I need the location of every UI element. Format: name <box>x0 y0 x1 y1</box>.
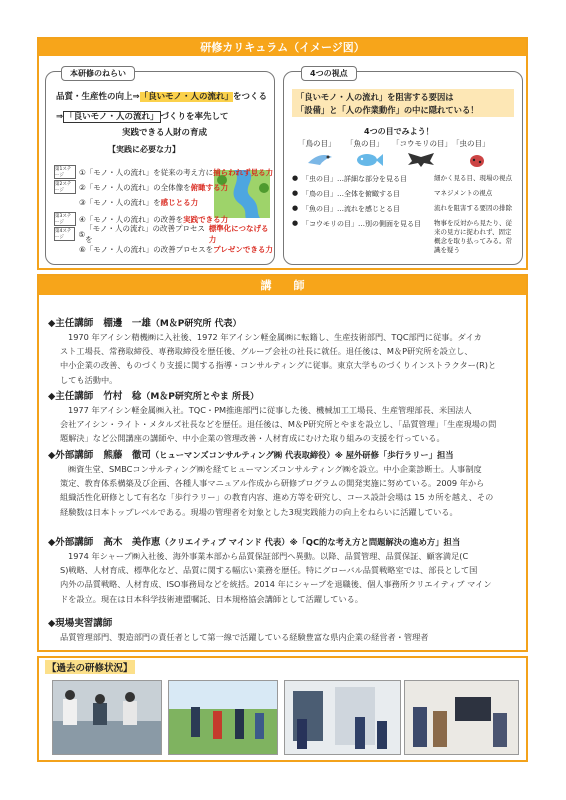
step-number: ③ <box>79 197 86 207</box>
bio-line: ドを設立。現在は日本科学技術連盟嘱託、日本規格協会講師として活躍している。 <box>60 593 363 604</box>
step-number: ⑤ <box>78 229 86 239</box>
lecturer-bio <box>60 330 518 387</box>
lecturer-bio <box>60 549 518 606</box>
skills-heading: 【実践に必要な力】 <box>108 145 180 154</box>
bullet-icon: ● <box>292 219 299 227</box>
lecturer-affiliation: （クリエイティブ マインド 代表）※「QC的な考え方と問題解決の進め方」担当 <box>160 537 461 547</box>
lecturer-role: ◆外部講師 <box>48 450 94 461</box>
lecturer-role: ◆主任講師 <box>48 318 94 329</box>
bio-line: 1970 年アイシン精機㈱に入社後、1972 年アイシン軽金属㈱に転籍し、生産技術部門、TQC部門に従事。ダイカ <box>68 332 482 342</box>
lecturer-name: 高木 美作恵 <box>103 537 161 548</box>
aim-line-3: 実践できる人財の育成 <box>122 128 208 138</box>
lecturer-role: ◆外部講師 <box>48 537 94 548</box>
lecturer-role: ◆現場実習講師 <box>48 618 113 629</box>
step-highlight: 実践できる力 <box>183 214 229 224</box>
step-text: 「モノ・人の流れ」を従来の考え方に <box>85 167 214 177</box>
step-highlight: プレゼンできる力 <box>213 244 273 254</box>
past-title: 【過去の研修状況】 <box>45 660 135 674</box>
lecturers-title: 講 師 <box>39 276 526 295</box>
aim-line-1: 品質・生産性の向上⇒「良いモノ・人の流れ」をつくる <box>56 92 268 102</box>
eye-label-bug: 「虫の目」 <box>452 139 490 148</box>
bio-line: 内外の品質戦略、人材育成、ISO事務局などを統括。2014 年にシャープを退職後、個人事務所クリエイティブ マイン <box>60 579 492 590</box>
viewpoints-tab: 4つの視点 <box>301 66 357 81</box>
aim-box <box>45 71 275 265</box>
bird-icon <box>306 151 334 169</box>
bullet-icon: ● <box>292 189 299 197</box>
step-number: ② <box>79 182 86 192</box>
step-text: 「モノ・人の流れ」の全体像を <box>85 182 191 192</box>
past-photo-2 <box>168 680 278 755</box>
skill-step <box>54 195 198 209</box>
viewpoint-line-2: 「設備」と「人の作業動作」の中に隠れている！ <box>296 105 479 115</box>
bio-line: 会社アイシン・ライト・メタルズ社長などを歴任。退任後は、M＆P研究所とやまを設立し、「品質管理」「生産現場の問 <box>60 419 497 430</box>
lecturer-bio <box>60 462 518 519</box>
skill-step <box>54 224 274 244</box>
bat-icon <box>406 151 436 169</box>
bio-line: 策定、教育体系構築及び企画、各種人事マニュアル作成から研修プログラムの開発実施に努めている。2009 年から <box>60 478 485 489</box>
bio-line: スト工場長、常務取締役、専務取締役を歴任後、グループ会社の社長に就任。退任後は、M＆P研究所を設立し、 <box>60 346 473 357</box>
bio-line: 組織活性化研修として有名な「歩行ラリー」の教育内容、進め方等を研究し、コース設計会場は 15 カ所を越え、その <box>60 492 494 503</box>
eye-definition: 「魚の目」…流れを感じとる目 <box>302 205 400 213</box>
lecturer-heading <box>48 447 454 461</box>
aim-line-2: ⇒ 「良いモノ・人の流れ」 づくりを率先して <box>56 112 229 122</box>
skill-step <box>54 242 273 256</box>
step-highlight: 感じとる力 <box>160 197 199 207</box>
eye-definition: 「虫の目」…詳細な部分を見る目 <box>302 175 407 183</box>
past-photo-3 <box>284 680 401 755</box>
lecturer-affiliation: （M＆P研究所 代表） <box>150 319 242 329</box>
step-text: 「モノ・人の流れ」の改善プロセスを <box>85 244 214 254</box>
eye-perspective: マネジメントの視点 <box>434 189 493 197</box>
eye-label-bat: 「コウモリの目」 <box>392 139 452 148</box>
curriculum-title: 研修カリキュラム（イメージ図） <box>39 39 526 56</box>
step-text: 「モノ・人の流れ」の改善プロセスを <box>85 224 206 244</box>
bio-line: 題解決」など公開講座の講師や、中小企業の管理改善・人材育成にむけた取り組みの支援を行っている。 <box>60 433 445 444</box>
bio-line: 1977 年アイシン軽金属㈱入社。TQC・PM推進部門に従事した後、機械加工工場長、生産管理部長、米国法人 <box>68 405 472 415</box>
bio-line: 中小企業の改善、ものづくり支援に関する指導・コンサルティングに従事。東京大学ものづくりインストラクター(R)と <box>60 360 497 371</box>
eye-perspective: 流れを阻害する要因の排除 <box>434 204 512 212</box>
lecturer-bio <box>60 403 518 446</box>
skill-step <box>54 180 228 194</box>
lecturer-name: 熊藤 徹司 <box>103 450 151 461</box>
eye-label-fish: 「魚の目」 <box>346 139 384 148</box>
stage-tag: 第2ステージ <box>54 180 76 194</box>
lecturer-heading <box>48 615 112 629</box>
stage-tag: 第3ステージ <box>54 212 76 226</box>
bullet-icon: ● <box>292 204 299 212</box>
lecturer-role: ◆主任講師 <box>48 391 94 402</box>
eye-definition: 「鳥の目」…全体を俯瞰する目 <box>302 190 400 198</box>
lecturer-heading <box>48 388 259 402</box>
lecturer-heading <box>48 534 460 548</box>
stage-tag: 第1ステージ <box>54 165 76 179</box>
eye-label-bird: 「鳥の目」 <box>298 139 336 148</box>
viewpoints-box <box>283 71 523 265</box>
past-photo-1 <box>52 680 162 755</box>
step-number: ④ <box>79 214 86 224</box>
stage-tag: 第4ステージ <box>54 227 75 241</box>
viewpoint-line-1: 「良いモノ・人の流れ」を阻害する要因は <box>296 92 454 102</box>
bio-line: 経験数は日本トップレベルである。現場の管理者を対象とした3現実践能力の向上をねらいに活躍している。 <box>60 506 458 517</box>
step-text: 「モノ・人の流れ」の改善を <box>85 214 184 224</box>
bio-line: ㈱資生堂、SMBCコンサルティング㈱を経てヒューマンズコンサルティング㈱を設立。中小企業診断士。人事制度 <box>68 464 482 474</box>
lecturer-bio <box>60 630 518 644</box>
eye-perspective: 物事を反対から見たり、従来の見方に捉われず、固定概念を取り払ってみる。常識を疑う <box>434 219 512 254</box>
skill-step <box>54 165 273 179</box>
bug-icon <box>464 151 490 169</box>
aim-tab: 本研修のねらい <box>61 66 135 81</box>
step-number: ① <box>79 167 86 177</box>
step-highlight: 捕らわれず見る力 <box>213 167 274 177</box>
aim-highlight: 「良いモノ・人の流れ」 <box>139 92 234 102</box>
step-highlight: 俯瞰する力 <box>190 182 229 192</box>
step-text: 「モノ・人の流れ」を <box>85 197 161 207</box>
eyes-heading: 4つの目でみよう！ <box>364 127 434 136</box>
eye-definition: 「コウモリの目」…別の側面を見る目 <box>302 220 421 228</box>
lecturer-heading <box>48 315 242 329</box>
bullet-icon: ● <box>292 174 299 182</box>
lecturer-name: 棚邊 一雄 <box>103 318 151 329</box>
step-number: ⑥ <box>79 244 86 254</box>
lecturer-affiliation: （M＆P研究所とやま 所長） <box>141 392 260 402</box>
aim-boxed: 「良いモノ・人の流れ」 <box>65 112 159 122</box>
bio-line: 1974 年シャープ㈱入社後、海外事業本部から品質保証部門へ異動。以降、品質管理、品質保証、顧客満足(C <box>68 551 469 561</box>
lecturer-affiliation: （ヒューマンズコンサルティング㈱ 代表取締役）※ 屋外研修「歩行ラリー」担当 <box>150 450 454 460</box>
bio-line: しても活動中。 <box>60 374 118 385</box>
bio-line: 品質管理部門、製造部門の責任者として第一線で活躍している経験豊富な県内企業の経営者・管理者 <box>60 632 429 642</box>
curriculum-panel <box>37 37 528 270</box>
eye-perspective: 細かく見る目、現場の視点 <box>434 174 512 182</box>
lecturer-name: 竹村 稔 <box>103 391 142 402</box>
bio-line: S)戦略、人材育成、標準化など、品質に関する幅広い業務を歴任。特にグローバル品質戦略室では、部長として国 <box>60 565 478 576</box>
step-highlight: 標準化につなげる力 <box>208 224 269 244</box>
fish-icon <box>354 151 384 169</box>
past-photo-4 <box>404 680 519 755</box>
